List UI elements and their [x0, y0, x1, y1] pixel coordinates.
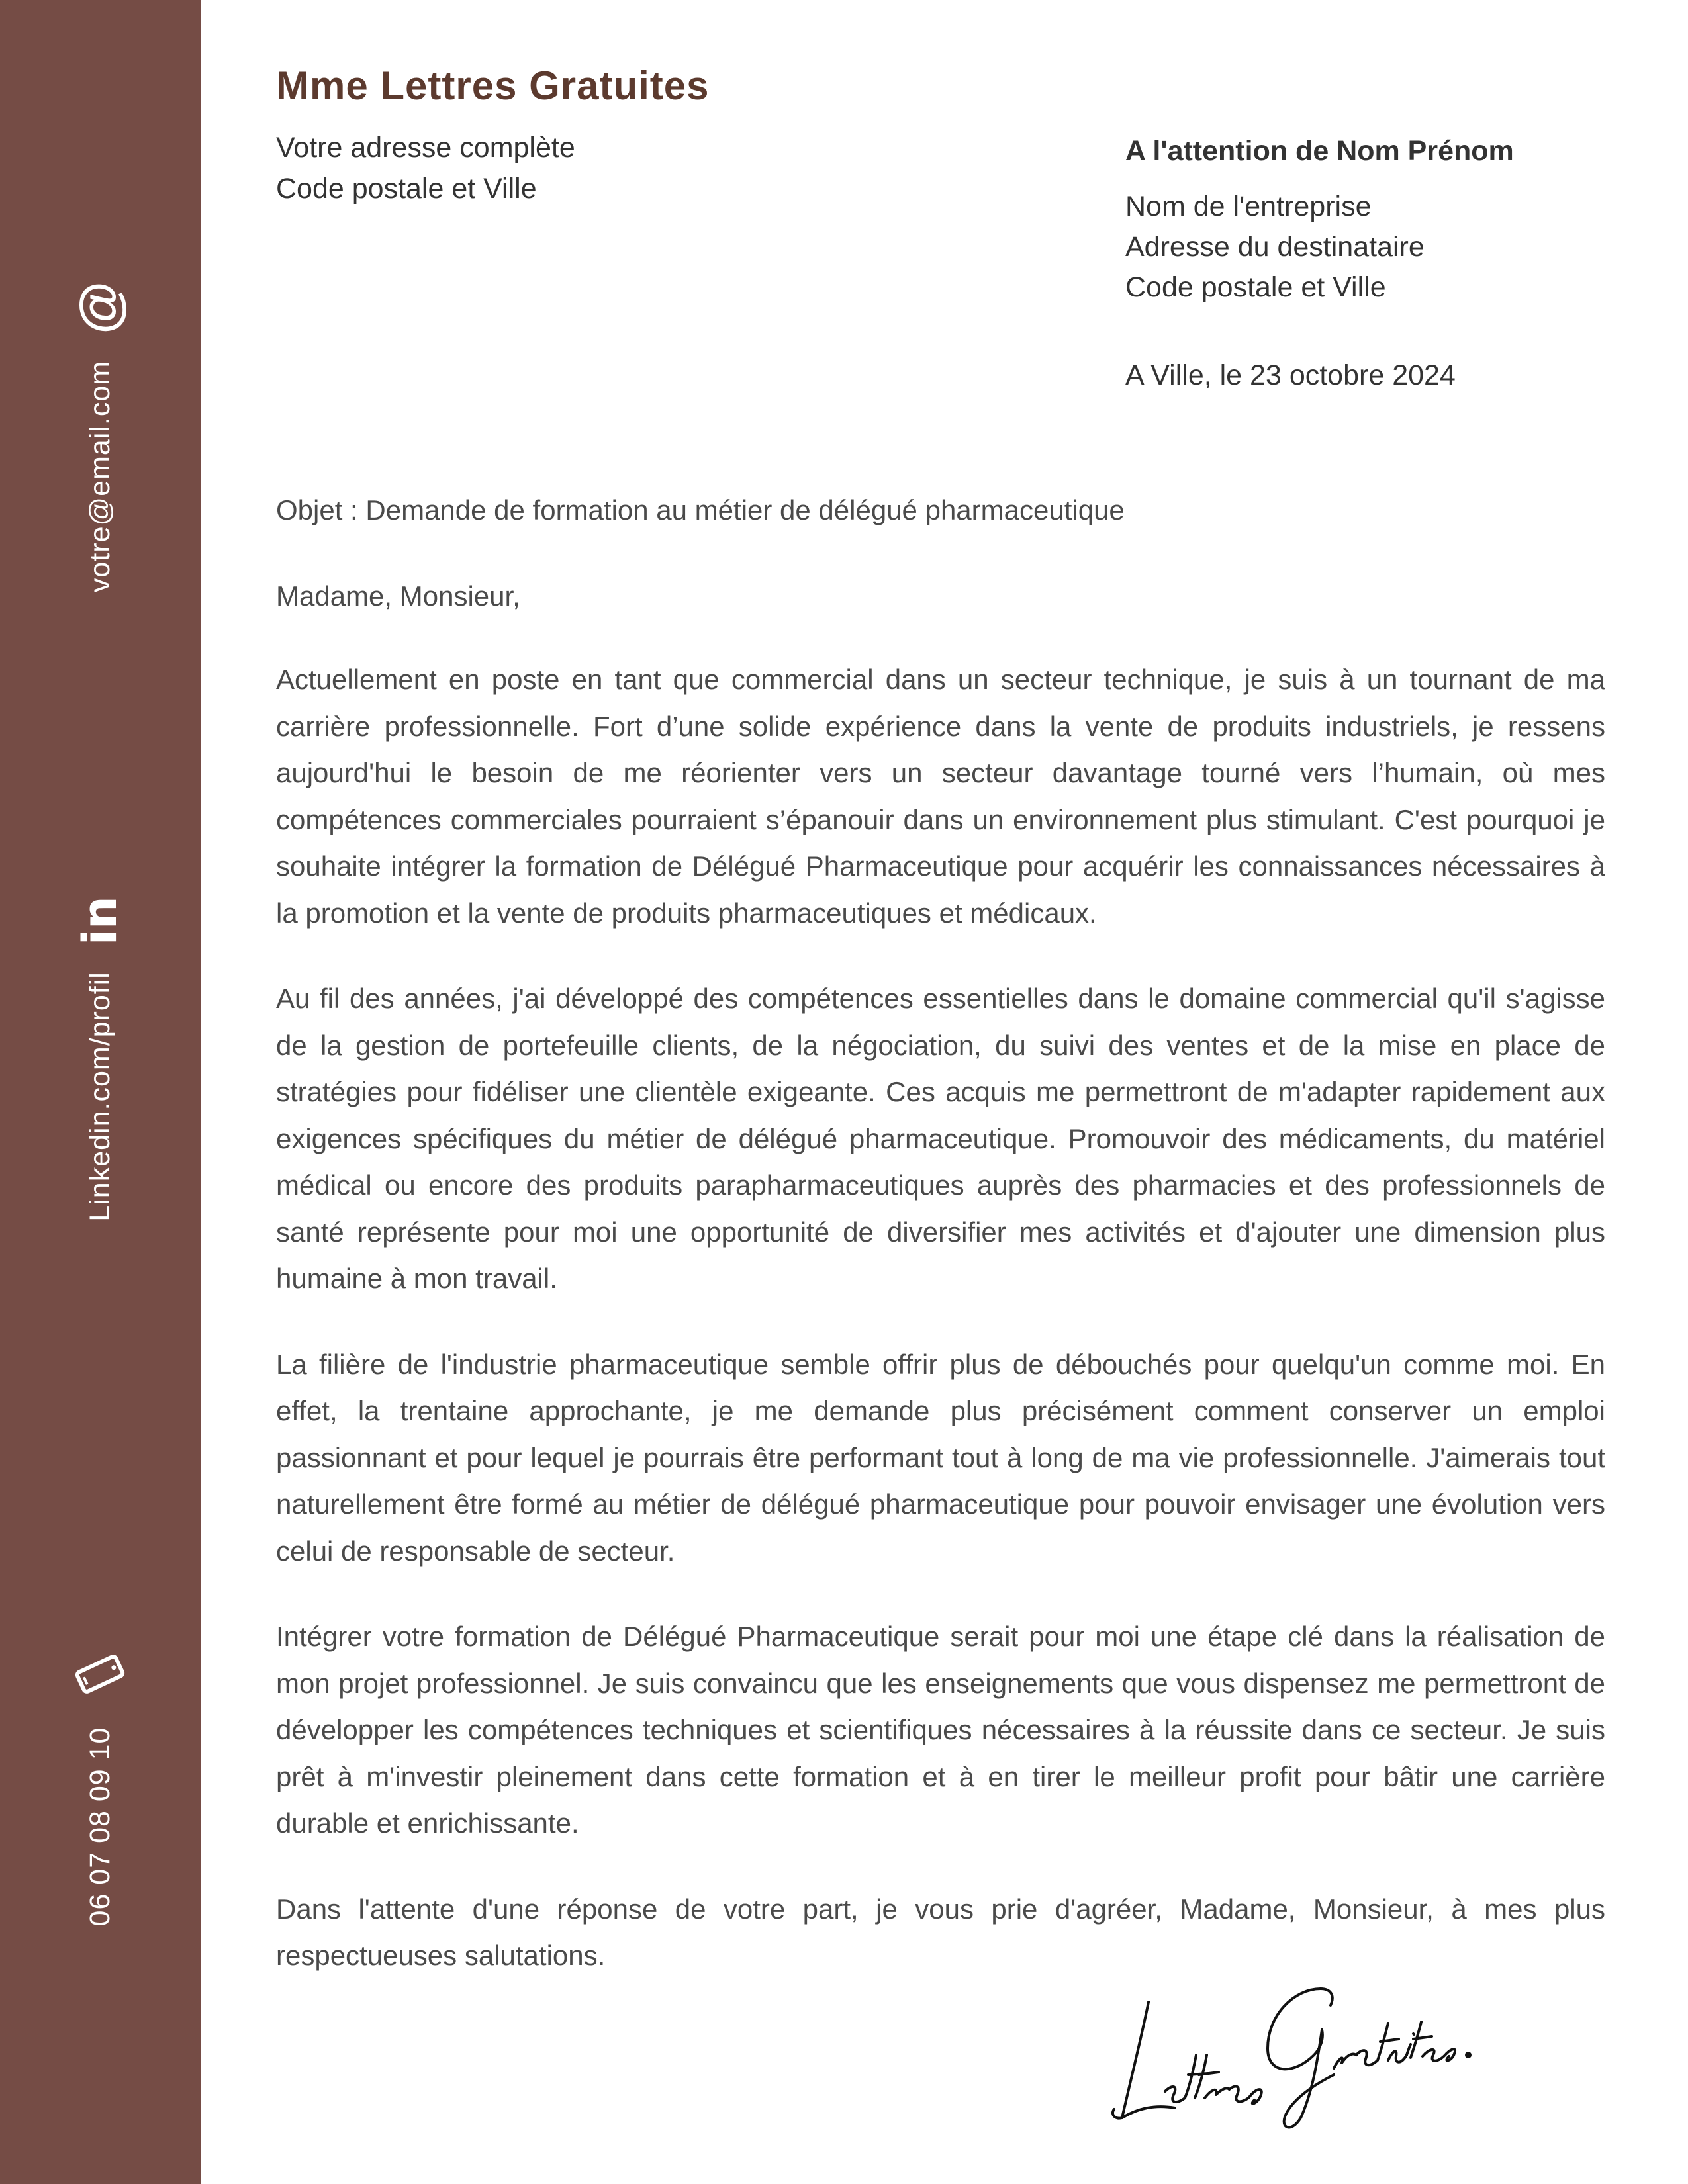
linkedin-icon: in — [73, 896, 127, 946]
recipient-company: Nom de l'entreprise — [1125, 191, 1372, 222]
letter-paragraph-1: Actuellement en poste en tant que commercial dans un secteur technique, je suis à un tournant de ma carrière professionnelle. Fort d’une solide expérience dans la vente de produits industriels, je ressens aujourd'hui le besoin de me réorienter vers un secteur davantage tourné vers l’humain, où mes compétences commerciales pourraient s’épanouir dans un environnement plus stimulant. C'est pourquoi je souhaite intégrer la formation de Délégué Pharmaceutique pour acquérir les connaissances nécessaires à la promotion et la vente de produits pharmaceutiques et médicaux. — [276, 664, 1605, 929]
letter-body — [276, 487, 1605, 1979]
letter-paragraph-3: La filière de l'industrie pharmaceutique semble offrir plus de débouchés pour quelqu'un comme moi. En effet, la trentaine approchante, je me demande plus précisément comment conserver un emploi passionnant et pour lequel je pourrais être performant tout à long de ma vie professionnelle. J'aimerais tout naturellement être formé au métier de délégué pharmaceutique pour pouvoir envisager une évolution vers celui de responsable de secteur. — [276, 1348, 1605, 1567]
contact-phone — [73, 1648, 126, 1927]
sender-address — [276, 127, 575, 209]
letter-subject: Objet : Demande de formation au métier de délégué pharmaceutique — [276, 494, 1125, 525]
contact-linkedin — [73, 896, 127, 1222]
letter-paragraph-4: Intégrer votre formation de Délégué Pharmaceutique serait pour moi une étape clé dans la réalisation de mon projet professionnel. Je suis convaincu que les enseignements que vous dispensez me permettront de développer les compétences techniques et scientifiques nécessaires à la réussite dans ce secteur. Je suis prêt à m'investir pleinement dans cette formation et à en tirer le meilleur profit pour bâtir une carrière durable et enrichissante. — [276, 1621, 1605, 1839]
letter-greeting: Madame, Monsieur, — [276, 580, 520, 612]
sender-address-line1: Votre adresse complète — [276, 132, 575, 163]
recipient-attention: A l'attention de Nom Prénom — [1125, 135, 1514, 167]
letter-closing: Dans l'attente d'une réponse de votre part, je vous prie d'agréer, Madame, Monsieur, à mes plus respectueuses salutations. — [276, 1893, 1605, 1971]
phone-text[interactable]: 06 07 08 09 10 — [83, 1727, 116, 1927]
recipient-block — [1125, 131, 1514, 396]
letter-date: A Ville, le 23 octobre 2024 — [1125, 359, 1456, 391]
letter-paragraph-2: Au fil des années, j'ai développé des compétences essentielles dans le domaine commercial qu'il s'agisse de la gestion de portefeuille clients, de la négociation, du suivi des ventes et de la mise en place de stratégies pour fidéliser une clientèle exigeante. Ces acquis me permettront de m'adapter rapidement aux exigences spécifiques du métier de délégué pharmaceutique. Promouvoir des médicaments, du matériel médical ou encore des produits parapharmaceutiques auprès des pharmacies et des professionnels de santé représente pour moi une opportunité de diversifier mes activités et d'ajouter une dimension plus humaine à mon travail. — [276, 983, 1605, 1294]
contact-email — [70, 281, 130, 593]
at-icon: @ — [70, 281, 130, 334]
recipient-city: Code postale et Ville — [1125, 271, 1386, 303]
sidebar — [0, 0, 201, 2184]
email-text[interactable]: votre@email.com — [83, 360, 116, 593]
signature — [1102, 1976, 1479, 2134]
recipient-street: Adresse du destinataire — [1125, 231, 1425, 263]
sender-address-line2: Code postale et Ville — [276, 173, 537, 205]
linkedin-text[interactable]: Linkedin.com/profil — [83, 972, 116, 1222]
phone-icon — [73, 1648, 126, 1701]
recipient-address — [1125, 187, 1514, 308]
sender-name: Mme Lettres Gratuites — [276, 64, 710, 108]
